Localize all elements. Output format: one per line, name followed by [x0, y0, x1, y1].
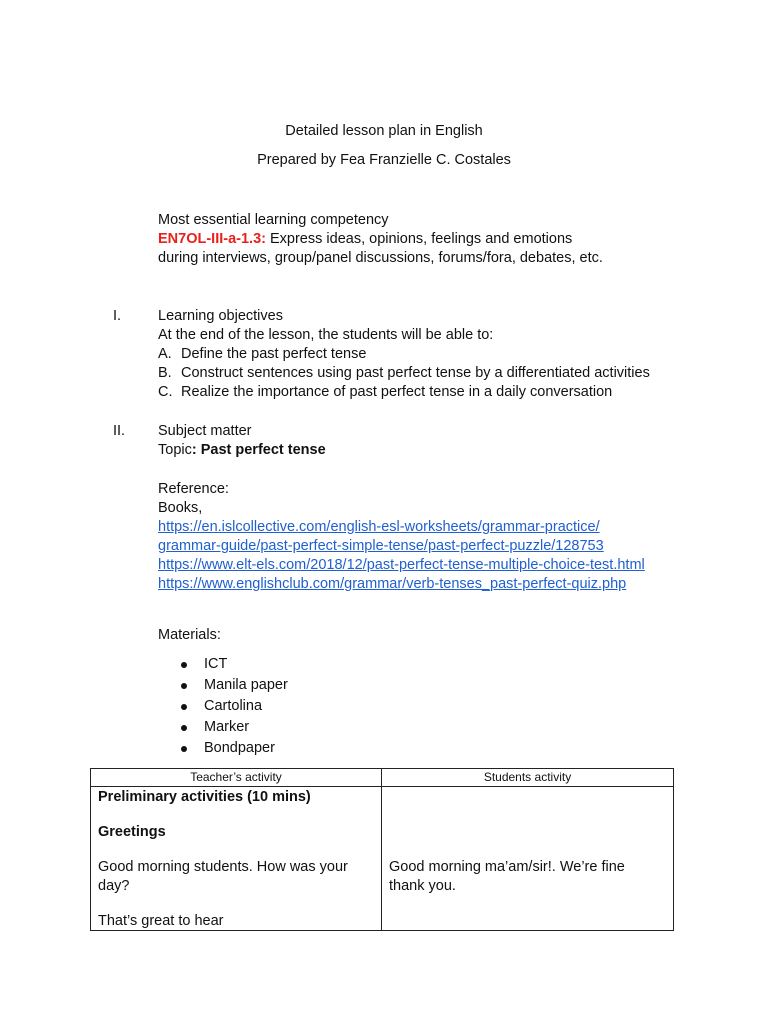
document-title: Detailed lesson plan in English [285, 123, 483, 139]
reference-link[interactable]: https://en.islcollective.com/english-esl-worksheets/grammar-practice/ [158, 519, 600, 535]
section-1-numeral: I. [113, 308, 122, 324]
objective-item [158, 364, 650, 383]
reference-link[interactable]: grammar-guide/past-perfect-simple-tense/past-perfect-puzzle/128753 [158, 538, 604, 554]
objective-letter: A. [158, 346, 172, 362]
students-activity-header: Students activity [382, 769, 674, 787]
competency-text-1: Express ideas, opinions, feelings and emotions [265, 231, 573, 247]
topic-value: : Past perfect tense [191, 442, 326, 458]
materials-label: Materials: [158, 627, 221, 643]
reference-label: Reference: [158, 481, 229, 497]
teacher-line: That’s great to hear [98, 913, 224, 929]
material-item: Cartolina [204, 698, 263, 714]
author-line: Prepared by Fea Franzielle C. Costales [257, 152, 511, 168]
bullet-icon [181, 704, 187, 710]
students-activity-cell [382, 787, 674, 931]
teacher-line: Good morning students. How was your [98, 859, 348, 875]
teacher-line: day? [98, 878, 130, 894]
bullet-icon [181, 746, 187, 752]
material-item: ICT [204, 656, 228, 672]
objective-text: Realize the importance of past perfect tense in a daily conversation [181, 384, 613, 400]
preliminary-heading: Preliminary activities (10 mins) [98, 789, 311, 805]
student-line: thank you. [389, 878, 456, 894]
objective-letter: B. [158, 365, 172, 381]
student-line: Good morning ma’am/sir!. We’re fine [389, 859, 625, 875]
objective-text: Define the past perfect tense [181, 346, 367, 362]
reference-link[interactable]: https://www.englishclub.com/grammar/verb-tenses_past-perfect-quiz.php [158, 576, 627, 592]
objective-text: Construct sentences using past perfect tense by a differentiated activities [181, 365, 650, 381]
material-item: Marker [204, 719, 250, 735]
objectives-intro: At the end of the lesson, the students will be able to: [158, 327, 494, 343]
objective-letter: C. [158, 384, 173, 400]
bullet-icon [181, 683, 187, 689]
teacher-activity-cell [91, 787, 382, 931]
section-2-numeral: II. [113, 423, 126, 439]
greetings-heading: Greetings [98, 824, 166, 840]
objective-item [158, 383, 613, 402]
competency-line-1 [158, 230, 572, 249]
competency-text-2: during interviews, group/panel discussions, forums/fora, debates, etc. [158, 250, 603, 266]
section-1-title: Learning objectives [158, 308, 283, 324]
competency-code: EN7OL-III-a-1.3: [158, 231, 266, 247]
teacher-activity-header: Teacher’s activity [91, 769, 382, 787]
activity-table [90, 768, 674, 931]
material-item: Bondpaper [204, 740, 275, 756]
section-2-title: Subject matter [158, 423, 252, 439]
topic-label: Topic [158, 442, 192, 458]
bullet-icon [181, 725, 187, 731]
objective-item [158, 345, 367, 364]
reference-books: Books, [158, 500, 203, 516]
bullet-icon [181, 662, 187, 668]
table-row [91, 787, 674, 931]
reference-link[interactable]: https://www.elt-els.com/2018/12/past-perfect-tense-multiple-choice-test.html [158, 557, 645, 573]
table-header-row [91, 769, 674, 787]
topic-line [158, 441, 326, 460]
competency-heading: Most essential learning competency [158, 212, 389, 228]
material-item: Manila paper [204, 677, 288, 693]
